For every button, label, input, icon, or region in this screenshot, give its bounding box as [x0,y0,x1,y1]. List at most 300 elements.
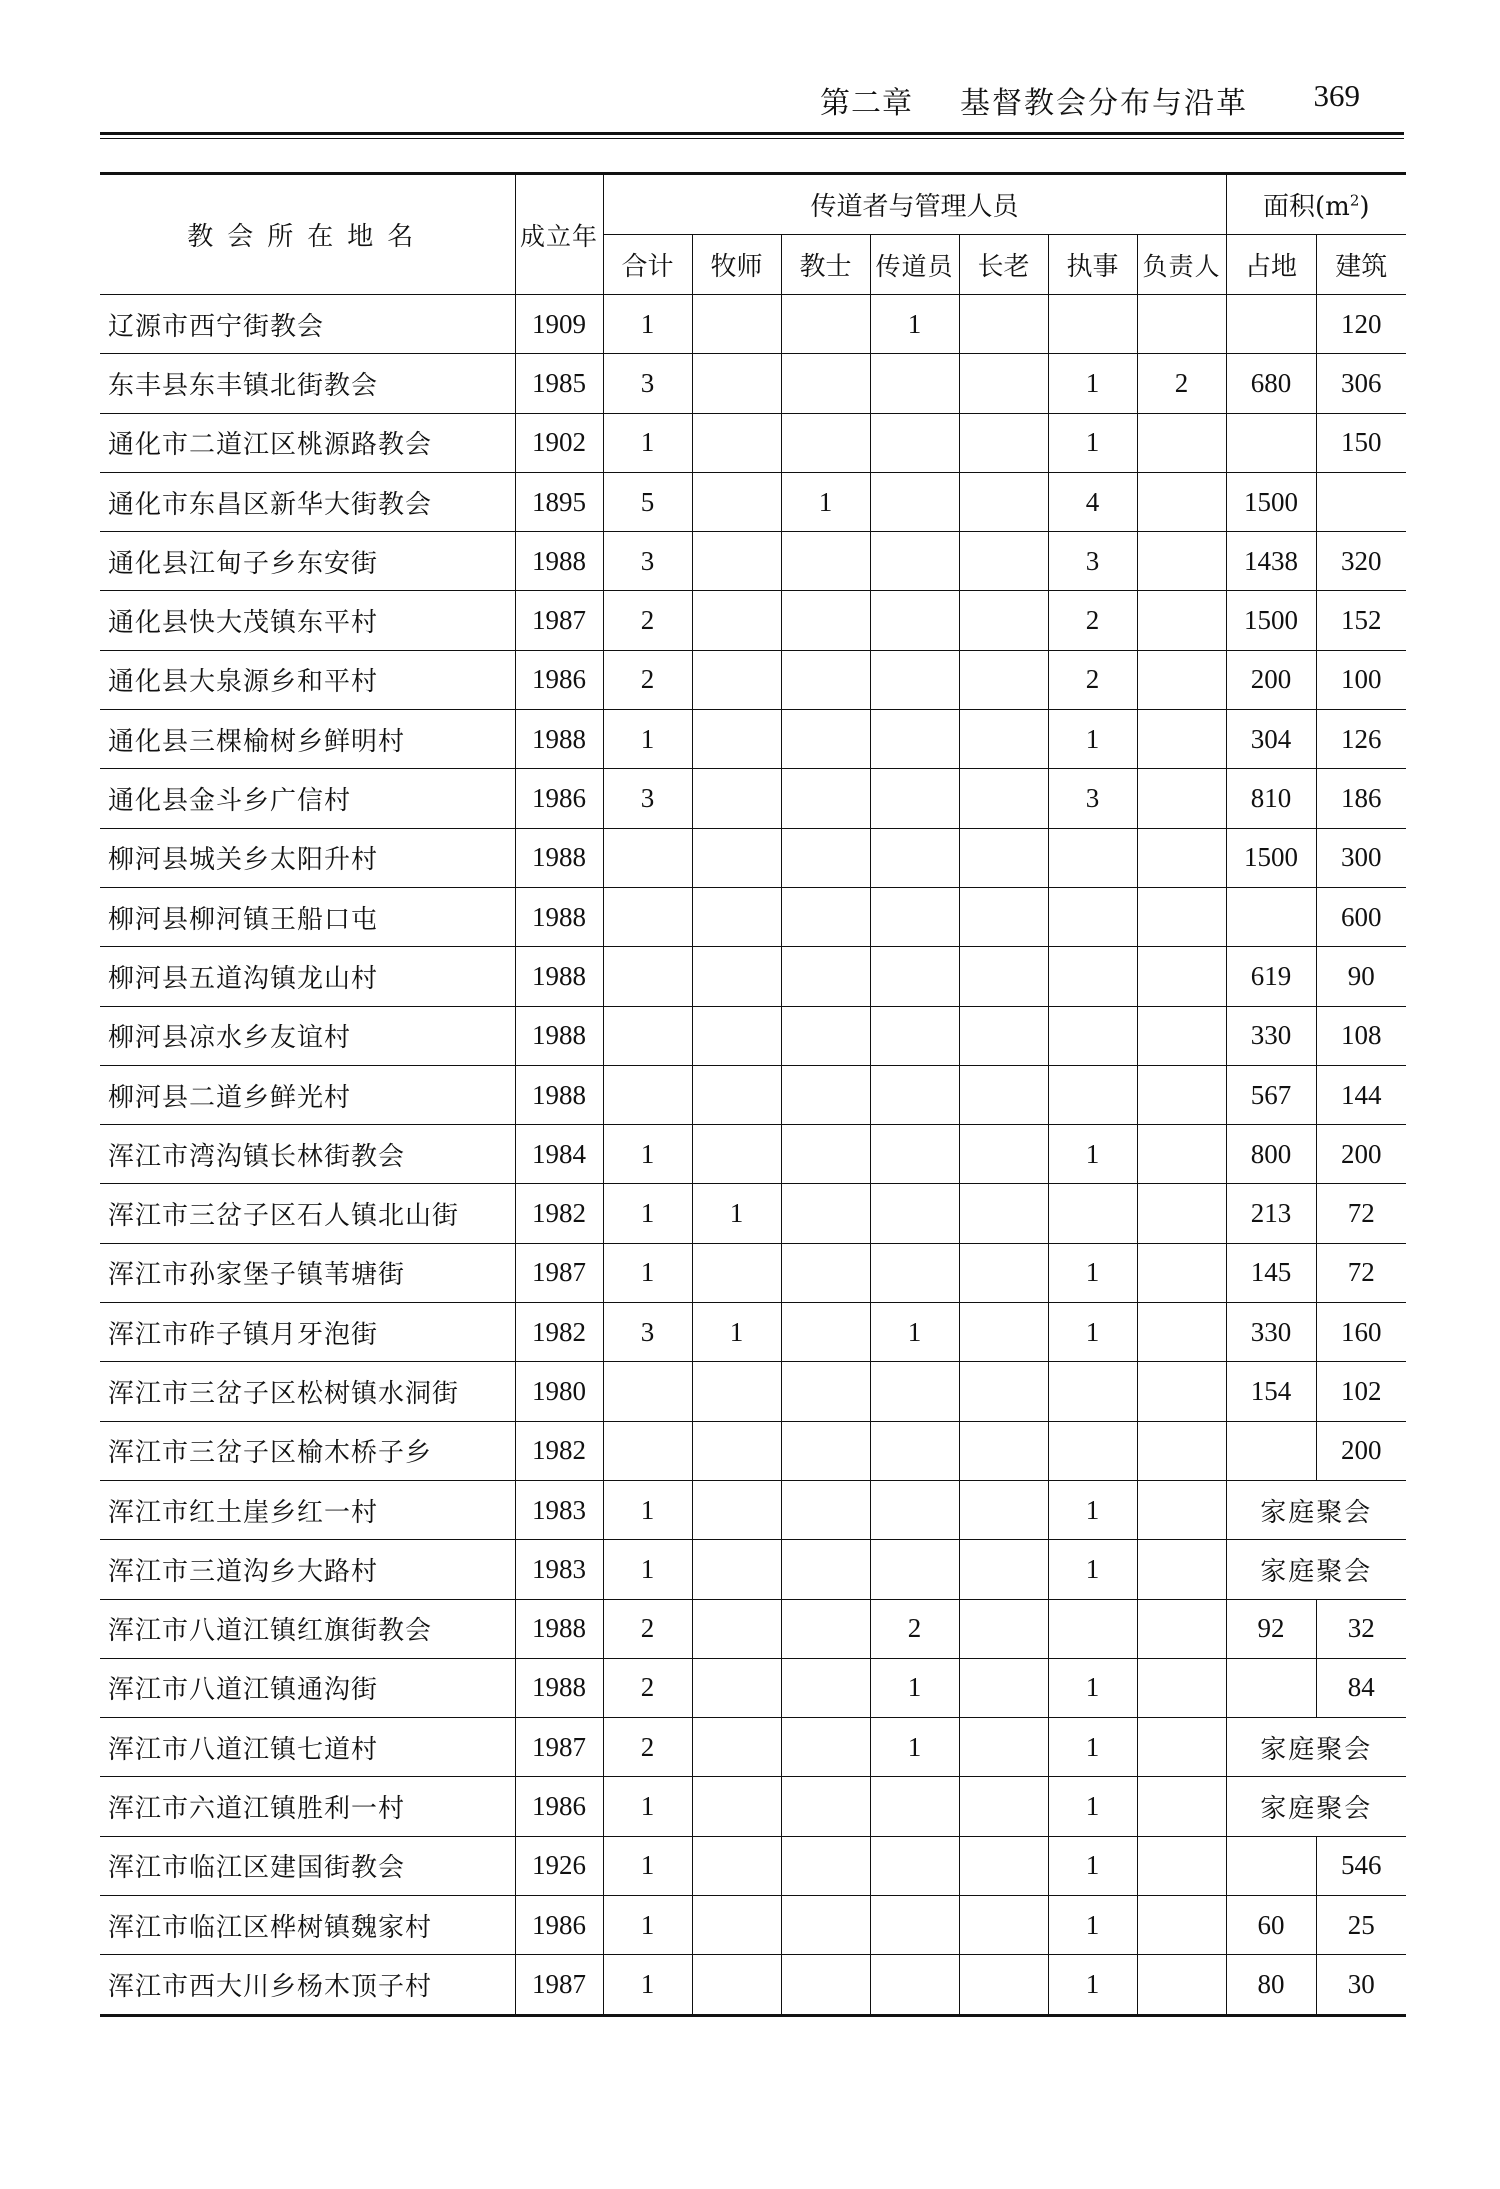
cell-teacher [781,769,870,828]
header-staff-group: 传道者与管理人员 [603,174,1226,235]
cell-building: 600 [1316,887,1406,946]
cell-elder [959,1836,1048,1895]
cell-preacher [870,1836,959,1895]
cell-preacher [870,947,959,1006]
cell-teacher [781,295,870,354]
cell-year: 1988 [515,1658,603,1717]
table-row [100,1184,1406,1243]
cell-preacher [870,1006,959,1065]
cell-deacon: 1 [1048,354,1137,413]
cell-leader [1137,947,1226,1006]
cell-pastor [692,472,781,531]
cell-building: 90 [1316,947,1406,1006]
cell-leader [1137,1718,1226,1777]
table-row [100,650,1406,709]
cell-elder [959,1658,1048,1717]
cell-elder [959,1480,1048,1539]
table-row [100,1362,1406,1421]
cell-teacher [781,947,870,1006]
cell-leader [1137,887,1226,946]
cell-year: 1982 [515,1421,603,1480]
table-row [100,1896,1406,1955]
cell-year: 1987 [515,1243,603,1302]
cell-preacher [870,1184,959,1243]
cell-leader [1137,1955,1226,2015]
cell-land: 330 [1226,1006,1316,1065]
cell-total [603,947,692,1006]
cell-preacher: 1 [870,1658,959,1717]
cell-deacon: 1 [1048,1836,1137,1895]
header-elder: 长老 [959,235,1048,295]
cell-land: 200 [1226,650,1316,709]
cell-year: 1983 [515,1480,603,1539]
cell-preacher [870,1362,959,1421]
cell-teacher: 1 [781,472,870,531]
cell-total: 1 [603,1184,692,1243]
cell-deacon: 3 [1048,769,1137,828]
cell-pastor [692,1243,781,1302]
table-row [100,1006,1406,1065]
cell-location: 通化县江甸子乡东安街 [100,532,515,591]
cell-location: 柳河县柳河镇王船口屯 [100,887,515,946]
cell-elder [959,591,1048,650]
cell-area-note: 家庭聚会 [1226,1777,1406,1836]
cell-leader [1137,591,1226,650]
cell-elder [959,354,1048,413]
cell-elder [959,1540,1048,1599]
header-land: 占地 [1226,235,1316,295]
header-founded: 成立年 [515,174,603,295]
cell-deacon [1048,1065,1137,1124]
cell-total: 2 [603,591,692,650]
cell-deacon [1048,1599,1137,1658]
cell-pastor [692,769,781,828]
cell-teacher [781,1065,870,1124]
cell-leader [1137,1184,1226,1243]
cell-elder [959,1955,1048,2015]
header-rule-thin [100,138,1404,139]
cell-leader [1137,769,1226,828]
cell-leader [1137,472,1226,531]
cell-leader [1137,1836,1226,1895]
cell-total: 3 [603,769,692,828]
cell-year: 1983 [515,1540,603,1599]
cell-deacon: 2 [1048,650,1137,709]
cell-teacher [781,1658,870,1717]
cell-land: 304 [1226,710,1316,769]
table-row [100,413,1406,472]
table-row [100,710,1406,769]
cell-year: 1895 [515,472,603,531]
table-row [100,1955,1406,2015]
cell-land: 80 [1226,1955,1316,2015]
cell-total [603,887,692,946]
cell-deacon [1048,828,1137,887]
cell-land: 1500 [1226,828,1316,887]
cell-teacher [781,1896,870,1955]
cell-preacher: 1 [870,295,959,354]
cell-pastor [692,1006,781,1065]
cell-year: 1988 [515,1006,603,1065]
cell-elder [959,1065,1048,1124]
cell-location: 辽源市西宁街教会 [100,295,515,354]
cell-year: 1986 [515,1777,603,1836]
cell-year: 1988 [515,710,603,769]
cell-leader [1137,1125,1226,1184]
cell-total: 1 [603,710,692,769]
cell-total: 1 [603,1480,692,1539]
table-row [100,532,1406,591]
cell-preacher [870,472,959,531]
header-total: 合计 [603,235,692,295]
cell-total [603,828,692,887]
cell-location: 柳河县五道沟镇龙山村 [100,947,515,1006]
cell-land: 619 [1226,947,1316,1006]
chapter-label: 第二章 [820,86,913,121]
table-body [100,295,1406,2016]
cell-leader [1137,1243,1226,1302]
cell-building: 30 [1316,1955,1406,2015]
cell-location: 柳河县城关乡太阳升村 [100,828,515,887]
cell-pastor [692,1065,781,1124]
cell-land: 1438 [1226,532,1316,591]
table-row [100,1777,1406,1836]
cell-elder [959,1421,1048,1480]
table-row [100,947,1406,1006]
cell-pastor [692,532,781,591]
cell-leader [1137,295,1226,354]
cell-pastor [692,887,781,946]
table-row [100,591,1406,650]
cell-leader [1137,1006,1226,1065]
cell-building: 25 [1316,1896,1406,1955]
cell-teacher [781,1303,870,1362]
cell-pastor [692,1718,781,1777]
cell-preacher: 1 [870,1303,959,1362]
cell-teacher [781,1184,870,1243]
cell-land [1226,413,1316,472]
cell-leader [1137,1658,1226,1717]
cell-total: 1 [603,1955,692,2015]
cell-location: 浑江市西大川乡杨木顶子村 [100,1955,515,2015]
table-row [100,887,1406,946]
cell-teacher [781,413,870,472]
table-row [100,769,1406,828]
cell-year: 1984 [515,1125,603,1184]
cell-preacher [870,769,959,828]
cell-year: 1987 [515,1718,603,1777]
cell-year: 1988 [515,947,603,1006]
table-row [100,1599,1406,1658]
header-leader: 负责人 [1137,235,1226,295]
cell-leader [1137,413,1226,472]
cell-elder [959,1125,1048,1184]
cell-preacher [870,1540,959,1599]
cell-leader [1137,1896,1226,1955]
table-row [100,828,1406,887]
cell-leader [1137,710,1226,769]
cell-land: 1500 [1226,472,1316,531]
cell-elder [959,1303,1048,1362]
cell-land: 1500 [1226,591,1316,650]
cell-deacon: 1 [1048,1896,1137,1955]
cell-location: 通化市二道江区桃源路教会 [100,413,515,472]
header-rule-thick [100,132,1404,135]
cell-teacher [781,1006,870,1065]
table-row [100,1421,1406,1480]
cell-teacher [781,1955,870,2015]
cell-land: 810 [1226,769,1316,828]
cell-deacon: 4 [1048,472,1137,531]
cell-total: 3 [603,1303,692,1362]
cell-year: 1987 [515,1955,603,2015]
cell-year: 1986 [515,769,603,828]
church-table [100,172,1406,2017]
cell-land: 145 [1226,1243,1316,1302]
cell-building: 200 [1316,1421,1406,1480]
cell-preacher [870,532,959,591]
page-number: 369 [1313,78,1360,113]
cell-elder [959,828,1048,887]
cell-land [1226,295,1316,354]
table-row [100,354,1406,413]
cell-area-note: 家庭聚会 [1226,1480,1406,1539]
cell-land [1226,1658,1316,1717]
cell-building: 72 [1316,1184,1406,1243]
cell-elder [959,887,1048,946]
cell-leader: 2 [1137,354,1226,413]
cell-pastor [692,1125,781,1184]
cell-deacon [1048,947,1137,1006]
cell-teacher [781,1243,870,1302]
cell-pastor: 1 [692,1184,781,1243]
cell-location: 浑江市临江区桦树镇魏家村 [100,1896,515,1955]
cell-teacher [781,354,870,413]
cell-land [1226,887,1316,946]
cell-deacon [1048,1362,1137,1421]
cell-deacon: 1 [1048,1658,1137,1717]
cell-building: 150 [1316,413,1406,472]
cell-total: 3 [603,532,692,591]
cell-preacher [870,1955,959,2015]
cell-location: 浑江市临江区建国街教会 [100,1836,515,1895]
cell-elder [959,710,1048,769]
cell-teacher [781,1599,870,1658]
cell-deacon [1048,887,1137,946]
cell-total [603,1362,692,1421]
cell-preacher [870,1125,959,1184]
cell-total: 1 [603,1540,692,1599]
cell-elder [959,532,1048,591]
cell-land [1226,1421,1316,1480]
cell-land: 800 [1226,1125,1316,1184]
cell-location: 浑江市红土崖乡红一村 [100,1480,515,1539]
cell-teacher [781,710,870,769]
cell-deacon [1048,295,1137,354]
cell-area-note: 家庭聚会 [1226,1540,1406,1599]
cell-year: 1988 [515,1599,603,1658]
cell-building: 100 [1316,650,1406,709]
cell-pastor [692,1362,781,1421]
cell-building: 32 [1316,1599,1406,1658]
cell-preacher [870,1480,959,1539]
table-row [100,1540,1406,1599]
cell-pastor [692,1777,781,1836]
running-header [820,78,1380,128]
cell-leader [1137,1421,1226,1480]
cell-preacher [870,1421,959,1480]
cell-leader [1137,1777,1226,1836]
cell-preacher [870,1777,959,1836]
cell-teacher [781,1362,870,1421]
cell-location: 浑江市八道江镇红旗街教会 [100,1599,515,1658]
cell-pastor [692,947,781,1006]
cell-building: 126 [1316,710,1406,769]
cell-location: 浑江市三岔子区石人镇北山街 [100,1184,515,1243]
cell-preacher [870,650,959,709]
cell-teacher [781,650,870,709]
cell-deacon: 1 [1048,1243,1137,1302]
cell-year: 1902 [515,413,603,472]
cell-pastor [692,1421,781,1480]
cell-building: 144 [1316,1065,1406,1124]
cell-deacon [1048,1184,1137,1243]
cell-year: 1982 [515,1303,603,1362]
cell-pastor [692,710,781,769]
cell-leader [1137,1599,1226,1658]
cell-pastor [692,1540,781,1599]
table-row [100,472,1406,531]
cell-year: 1988 [515,532,603,591]
cell-total: 1 [603,1836,692,1895]
cell-leader [1137,1303,1226,1362]
cell-teacher [781,1480,870,1539]
header-building: 建筑 [1316,235,1406,295]
cell-year: 1986 [515,650,603,709]
cell-location: 浑江市砟子镇月牙泡街 [100,1303,515,1362]
cell-total: 1 [603,1777,692,1836]
cell-pastor [692,591,781,650]
cell-elder [959,1184,1048,1243]
cell-building: 200 [1316,1125,1406,1184]
cell-leader [1137,1362,1226,1421]
cell-total: 1 [603,413,692,472]
header-teacher: 教士 [781,235,870,295]
cell-building: 72 [1316,1243,1406,1302]
cell-elder [959,1718,1048,1777]
cell-total [603,1006,692,1065]
cell-total [603,1421,692,1480]
cell-pastor [692,650,781,709]
cell-location: 浑江市三岔子区松树镇水洞街 [100,1362,515,1421]
cell-deacon: 1 [1048,1480,1137,1539]
header-pastor: 牧师 [692,235,781,295]
cell-deacon: 1 [1048,1540,1137,1599]
cell-preacher: 2 [870,1599,959,1658]
cell-preacher [870,354,959,413]
cell-building: 102 [1316,1362,1406,1421]
cell-deacon: 1 [1048,710,1137,769]
cell-land: 60 [1226,1896,1316,1955]
cell-pastor [692,295,781,354]
cell-total: 1 [603,1896,692,1955]
table-row [100,1243,1406,1302]
cell-deacon: 2 [1048,591,1137,650]
cell-location: 通化县三棵榆树乡鲜明村 [100,710,515,769]
cell-preacher [870,1896,959,1955]
cell-year: 1986 [515,1896,603,1955]
cell-total [603,1065,692,1124]
cell-leader [1137,1065,1226,1124]
cell-location: 浑江市湾沟镇长林街教会 [100,1125,515,1184]
cell-pastor [692,1658,781,1717]
cell-building [1316,472,1406,531]
cell-elder [959,1896,1048,1955]
cell-total: 5 [603,472,692,531]
cell-elder [959,1362,1048,1421]
cell-year: 1980 [515,1362,603,1421]
cell-land: 92 [1226,1599,1316,1658]
cell-year: 1926 [515,1836,603,1895]
table-row [100,1480,1406,1539]
cell-teacher [781,1421,870,1480]
cell-pastor [692,828,781,887]
cell-building: 152 [1316,591,1406,650]
cell-leader [1137,1480,1226,1539]
cell-total: 1 [603,1125,692,1184]
cell-pastor [692,1480,781,1539]
cell-land: 154 [1226,1362,1316,1421]
cell-year: 1909 [515,295,603,354]
cell-area-note: 家庭聚会 [1226,1718,1406,1777]
cell-deacon: 1 [1048,1303,1137,1362]
cell-land [1226,1836,1316,1895]
cell-building: 320 [1316,532,1406,591]
cell-elder [959,472,1048,531]
header-area-group: 面积$(m^2)$ [1226,174,1406,235]
cell-teacher [781,887,870,946]
cell-elder [959,947,1048,1006]
cell-location: 浑江市三岔子区榆木桥子乡 [100,1421,515,1480]
cell-location: 浑江市六道江镇胜利一村 [100,1777,515,1836]
cell-preacher [870,1065,959,1124]
cell-year: 1982 [515,1184,603,1243]
cell-deacon: 1 [1048,1125,1137,1184]
table-row [100,1303,1406,1362]
cell-preacher [870,413,959,472]
cell-deacon: 1 [1048,1955,1137,2015]
cell-elder [959,295,1048,354]
cell-deacon: 3 [1048,532,1137,591]
cell-elder [959,1006,1048,1065]
cell-location: 通化市东昌区新华大街教会 [100,472,515,531]
cell-leader [1137,650,1226,709]
cell-location: 通化县大泉源乡和平村 [100,650,515,709]
cell-building: 300 [1316,828,1406,887]
cell-year: 1988 [515,887,603,946]
cell-total: 1 [603,295,692,354]
cell-total: 2 [603,1718,692,1777]
header-preacher: 传道员 [870,235,959,295]
cell-building: 160 [1316,1303,1406,1362]
cell-preacher: 1 [870,1718,959,1777]
cell-teacher [781,591,870,650]
table-row [100,1125,1406,1184]
cell-year: 1988 [515,1065,603,1124]
cell-deacon: 1 [1048,413,1137,472]
cell-preacher [870,1243,959,1302]
cell-location: 东丰县东丰镇北街教会 [100,354,515,413]
